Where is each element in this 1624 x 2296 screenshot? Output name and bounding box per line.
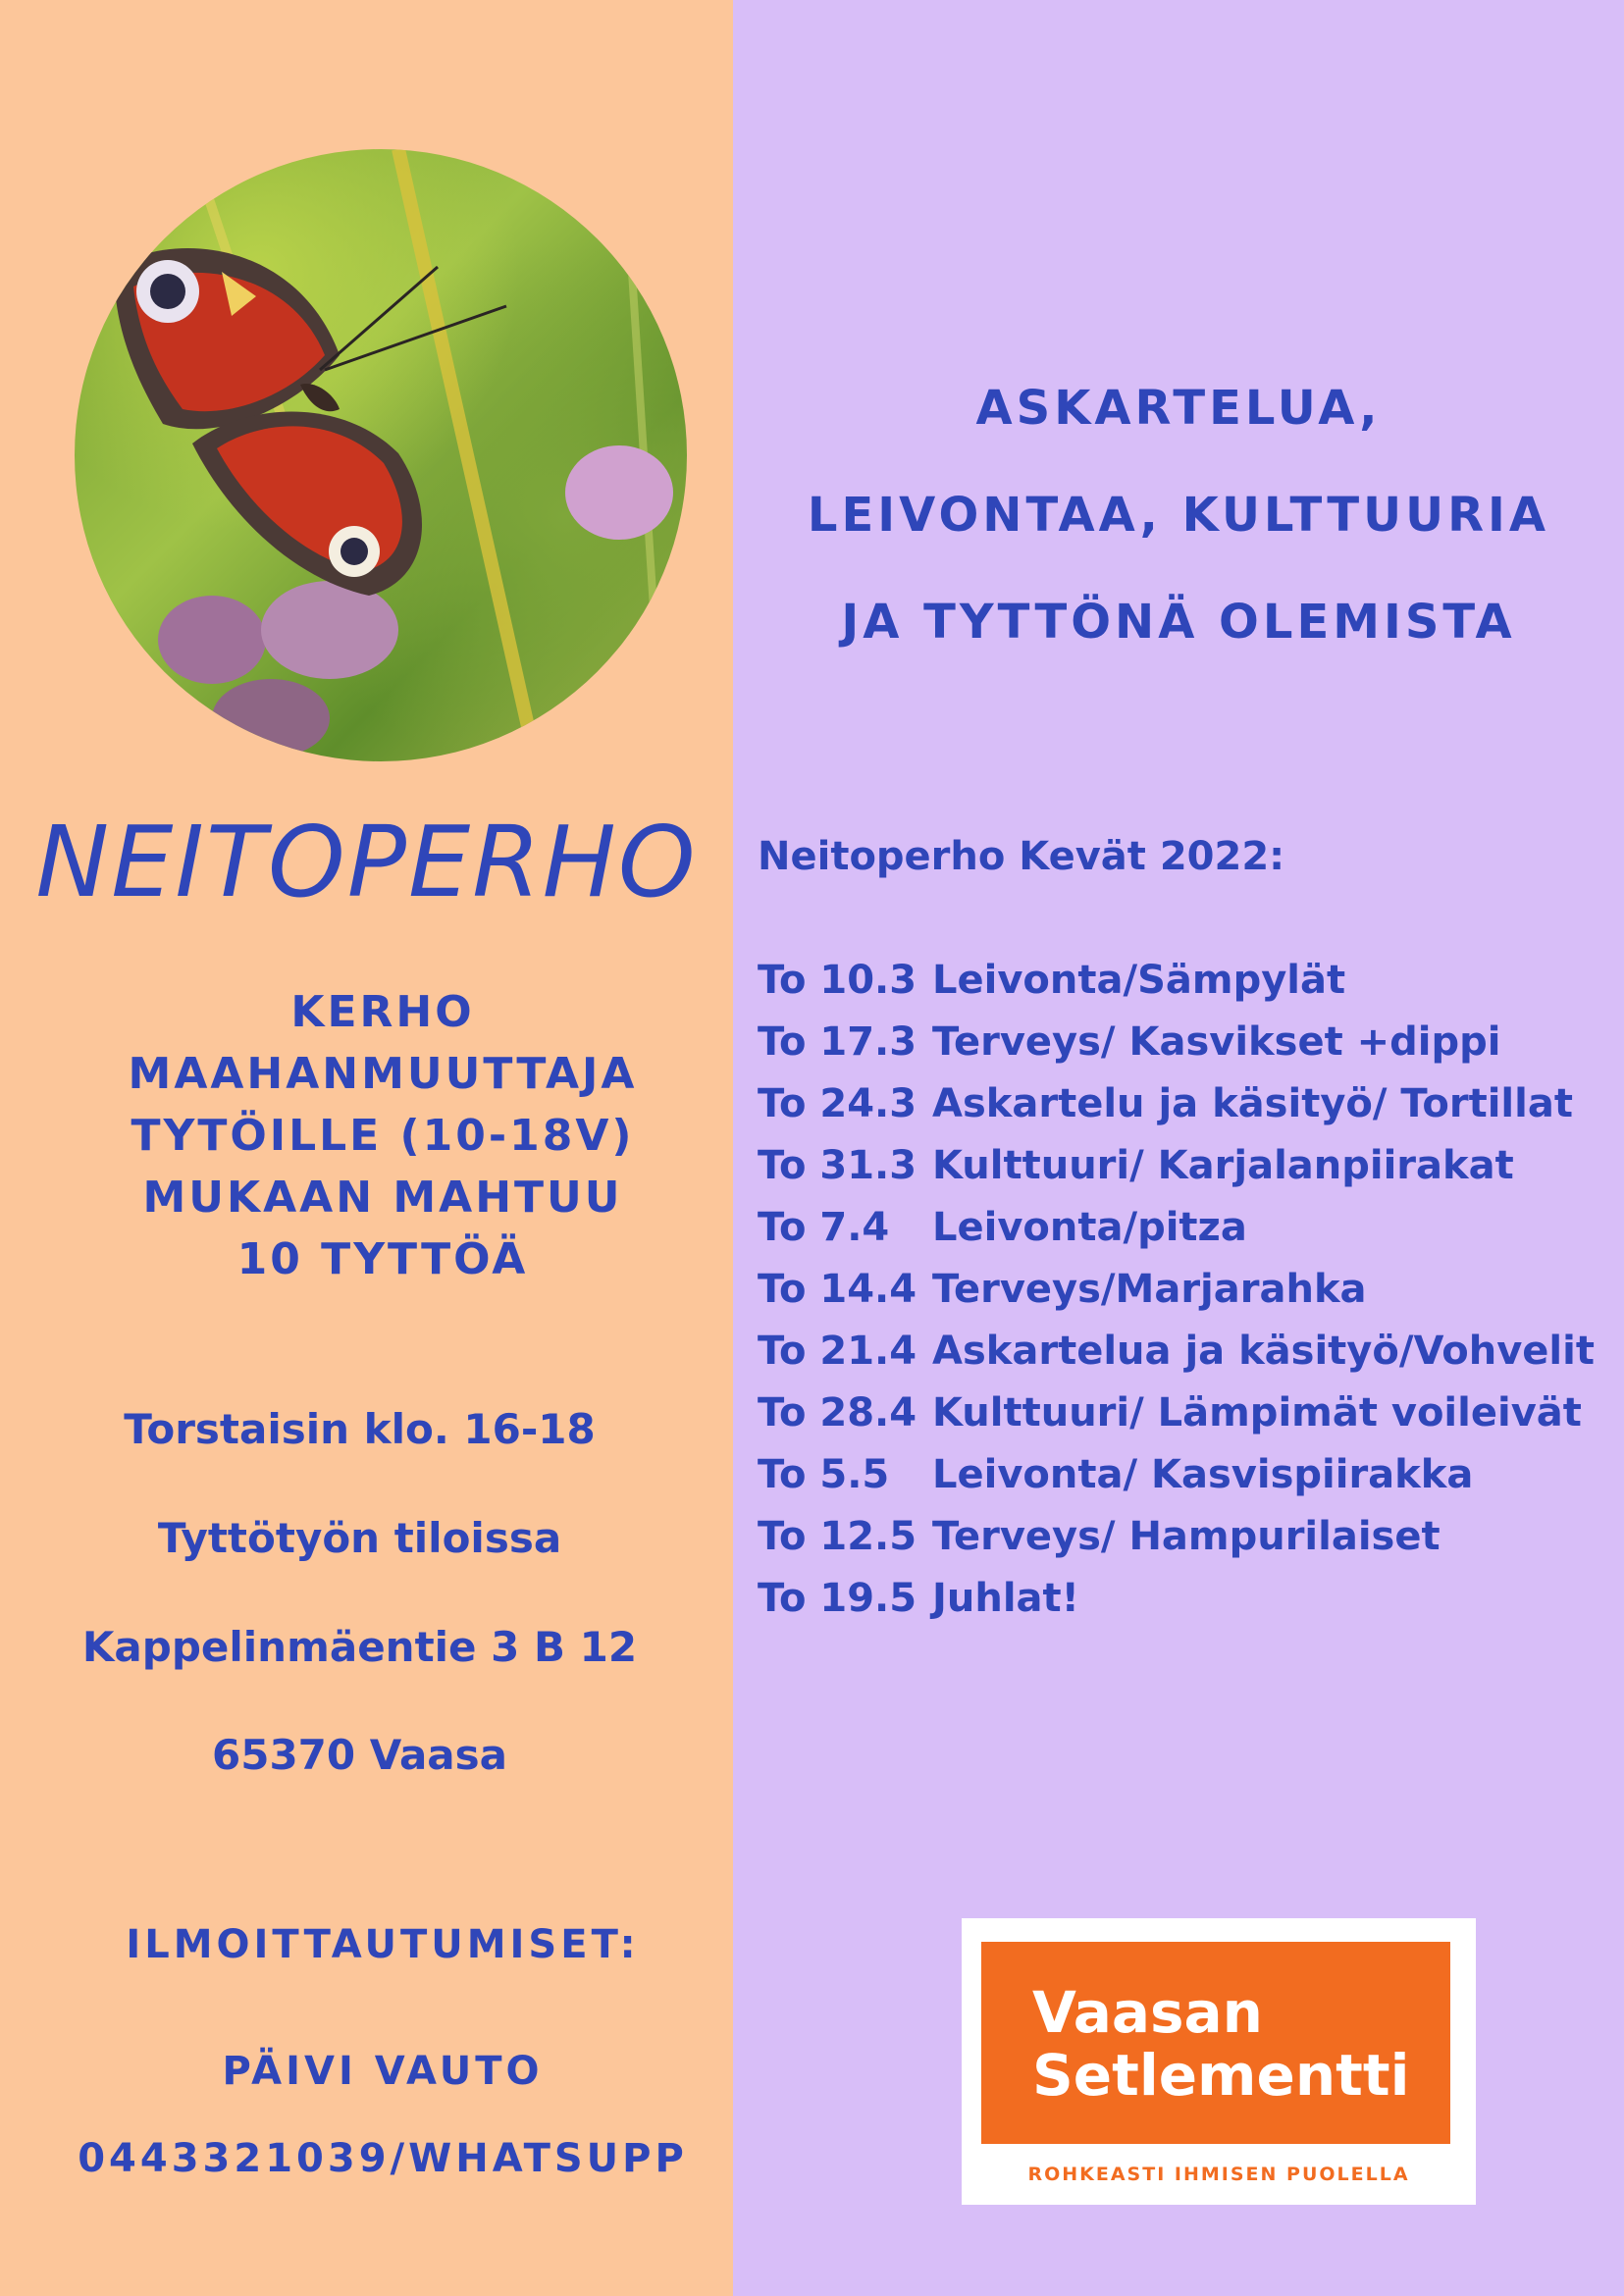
schedule-item bbox=[758, 1568, 1595, 1630]
schedule-date: To 10.3 bbox=[758, 958, 917, 1003]
schedule-item bbox=[758, 950, 1595, 1012]
schedule-topic: Askartelua ja käsityö/Vohvelit bbox=[932, 1329, 1595, 1374]
schedule-item bbox=[758, 1383, 1595, 1444]
page-title: NEITOPERHO bbox=[35, 805, 698, 919]
club-description-line: KERHO bbox=[290, 987, 475, 1037]
schedule-item bbox=[758, 1506, 1595, 1568]
contact-name: PÄIVI VAUTO bbox=[222, 2049, 544, 2094]
meeting-time: Torstaisin klo. 16-18 bbox=[124, 1405, 596, 1453]
vaasan-setlementti-logo bbox=[962, 1918, 1476, 2205]
schedule-date: To 28.4 bbox=[758, 1390, 917, 1435]
schedule-topic: Terveys/Marjarahka bbox=[932, 1267, 1367, 1312]
schedule-date: To 31.3 bbox=[758, 1143, 917, 1188]
club-description-line: 10 TYTTÖÄ bbox=[236, 1234, 529, 1284]
season-title: Neitoperho Kevät 2022: bbox=[758, 834, 1285, 879]
schedule-topic: Leivonta/Sämpylät bbox=[932, 958, 1346, 1003]
schedule-date: To 12.5 bbox=[758, 1514, 917, 1559]
club-description-line: TYTÖILLE (10-18V) bbox=[131, 1111, 635, 1161]
schedule-item bbox=[758, 1259, 1595, 1321]
schedule-date: To 21.4 bbox=[758, 1329, 917, 1374]
headline-line: ASKARTELUA, bbox=[975, 381, 1382, 436]
contact-phone: 0443321039/WHATSUPP bbox=[78, 2136, 688, 2181]
schedule-date: To 5.5 bbox=[758, 1452, 890, 1497]
logo-orange-box bbox=[981, 1942, 1450, 2144]
schedule-topic: Kulttuuri/ Karjalanpiirakat bbox=[932, 1143, 1514, 1188]
schedule-topic: Kulttuuri/ Lämpimät voileivät bbox=[932, 1390, 1582, 1435]
schedule-topic: Terveys/ Hampurilaiset bbox=[932, 1514, 1441, 1559]
schedule-date: To 14.4 bbox=[758, 1267, 917, 1312]
logo-tagline: ROHKEASTI IHMISEN PUOLELLA bbox=[1027, 2164, 1410, 2185]
schedule-topic: Askartelu ja käsityö/ Tortillat bbox=[932, 1081, 1573, 1126]
schedule-item bbox=[758, 1073, 1595, 1135]
headline-line: JA TYTTÖNÄ OLEMISTA bbox=[841, 595, 1516, 650]
schedule-topic: Leivonta/pitza bbox=[932, 1205, 1247, 1250]
schedule-date: To 19.5 bbox=[758, 1576, 917, 1621]
schedule-item bbox=[758, 1197, 1595, 1259]
schedule-date: To 7.4 bbox=[758, 1205, 890, 1250]
club-description bbox=[0, 981, 765, 1290]
headline-line: LEIVONTAA, KULTTUURIA bbox=[807, 488, 1550, 543]
club-description-line: MUKAAN MAHTUU bbox=[142, 1173, 623, 1223]
schedule-item bbox=[758, 1444, 1595, 1506]
schedule-date: To 24.3 bbox=[758, 1081, 917, 1126]
schedule-topic: Leivonta/ Kasvispiirakka bbox=[932, 1452, 1474, 1497]
schedule-date: To 17.3 bbox=[758, 1019, 917, 1065]
club-description-line: MAAHANMUUTTAJA bbox=[128, 1049, 638, 1099]
postal-city: 65370 Vaasa bbox=[212, 1731, 507, 1779]
street-address: Kappelinmäentie 3 B 12 bbox=[81, 1623, 638, 1671]
schedule-item bbox=[758, 1135, 1595, 1197]
butterfly-photo bbox=[75, 149, 687, 761]
logo-name: Vaasan Setlementti bbox=[1032, 1979, 1410, 2109]
schedule-topic: Terveys/ Kasvikset +dippi bbox=[932, 1019, 1501, 1065]
butterfly-image bbox=[75, 149, 687, 761]
registration-heading: ILMOITTAUTUMISET: bbox=[126, 1922, 640, 1967]
schedule-list bbox=[758, 950, 1595, 1630]
activities-headline bbox=[733, 355, 1624, 676]
meeting-place: Tyttötyön tiloissa bbox=[157, 1514, 562, 1562]
schedule-item bbox=[758, 1321, 1595, 1383]
schedule-item bbox=[758, 1012, 1595, 1073]
schedule-topic: Juhlat! bbox=[932, 1576, 1079, 1621]
